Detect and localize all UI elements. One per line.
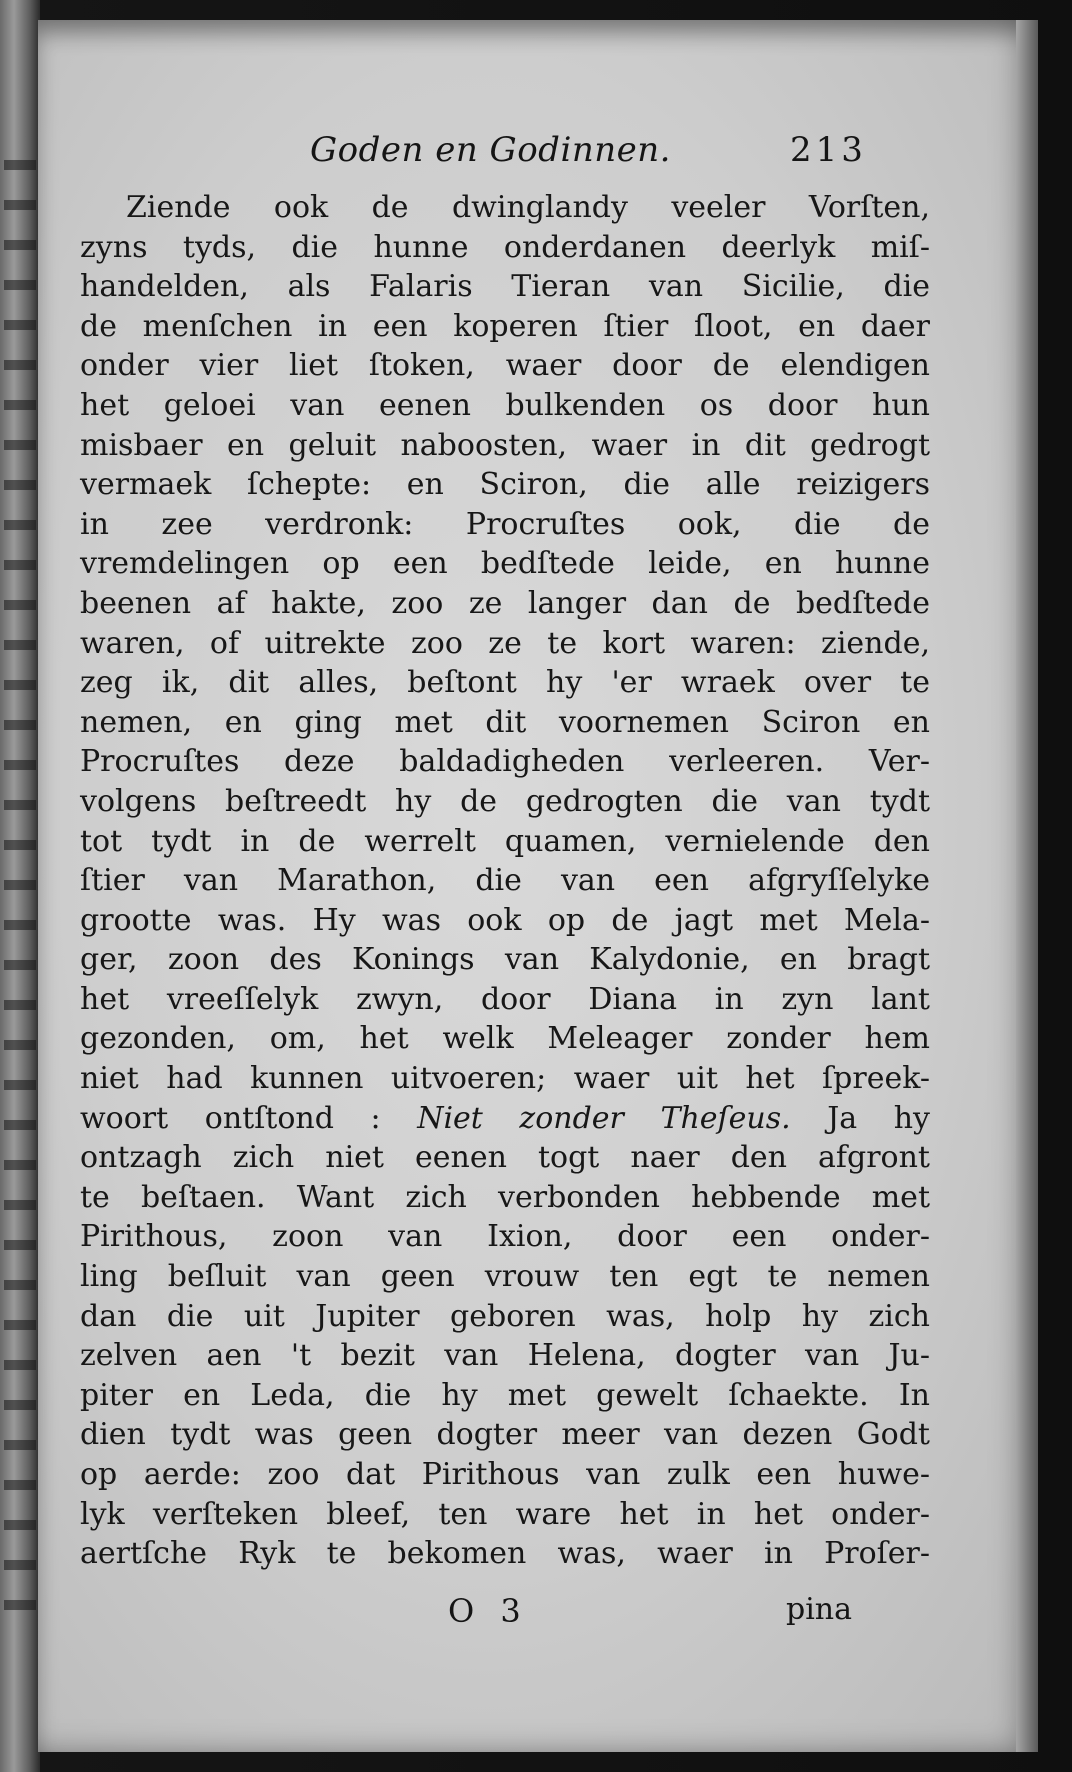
text-line: handelden, als Falaris Tieran van Sicilie, die bbox=[80, 269, 930, 305]
text-line: volgens beſtreedt hy de gedrogten die van tydt bbox=[80, 783, 930, 819]
text-line: dien tydt was geen dogter meer van dezen Godt bbox=[80, 1417, 930, 1453]
body-text bbox=[80, 188, 930, 1574]
text-line: vremdelingen op een bedſtede leide, en hunne bbox=[80, 546, 930, 582]
text-line: de menſchen in een koperen ſtier ſloot, en daer bbox=[80, 308, 930, 344]
page-binding-shadow bbox=[1016, 20, 1038, 1752]
text-line: op aerde: zoo dat Pirithous van zulk een huwe- bbox=[80, 1457, 930, 1492]
text-line: ger, zoon des Konings van Kalydonie, en bragt bbox=[80, 942, 930, 978]
text-line: zeg ik, dit alles, beſtont hy 'er wraek over te bbox=[80, 665, 930, 701]
text-line: het geloei van eenen bulkenden os door hun bbox=[80, 387, 930, 423]
text-segment: Ja hy bbox=[790, 1100, 930, 1136]
text-line: ontzagh zich niet eenen togt naer den afgront bbox=[80, 1140, 930, 1176]
text-line: dan die uit Jupiter geboren was, holp hy zich bbox=[80, 1298, 930, 1334]
running-title: Goden en Godinnen. bbox=[310, 130, 671, 170]
text-line-with-proverb bbox=[80, 1099, 930, 1139]
text-line: nemen, en ging met dit voornemen Sciron en bbox=[80, 704, 930, 740]
text-line: zelven aen 't bezit van Helena, dogter van Ju- bbox=[80, 1338, 930, 1374]
text-line: waren, of uitrekte zoo ze te kort waren: ziende, bbox=[80, 625, 930, 661]
book-page bbox=[38, 20, 1038, 1752]
italic-proverb: Niet zonder Theſeus. bbox=[417, 1100, 791, 1136]
text-line: beenen af hakte, zoo ze langer dan de bedſtede bbox=[80, 585, 930, 621]
text-line: zyns tyds, die hunne onderdanen deerlyk miſ- bbox=[80, 229, 930, 265]
page-number: 213 bbox=[790, 130, 867, 170]
text-line: grootte was. Hy was ook op de jagt met Mela- bbox=[80, 902, 930, 938]
text-line: ſtier van Marathon, die van een afgryſſelyke bbox=[80, 863, 930, 899]
text-line: ling beſluit van geen vrouw ten egt te nemen bbox=[80, 1259, 930, 1295]
signature-mark: O 3 bbox=[448, 1592, 529, 1630]
text-line: niet had kunnen uitvoeren; waer uit het ſpreek- bbox=[80, 1061, 930, 1097]
text-line: het vreeſſelyk zwyn, door Diana in zyn lant bbox=[80, 981, 930, 1017]
text-line: Ziende ook de dwinglandy veeler Vorſten, bbox=[126, 190, 930, 225]
text-line: aertſche Ryk te bekomen was, waer in Proſer- bbox=[80, 1536, 930, 1572]
text-line: in zee verdronk: Procruſtes ook, die de bbox=[80, 506, 930, 542]
text-line: te beſtaen. Want zich verbonden hebbende met bbox=[80, 1179, 930, 1215]
text-segment: woort ontſtond : bbox=[80, 1100, 418, 1136]
text-line: gezonden, om, het welk Meleager zonder hem bbox=[80, 1021, 930, 1057]
page-footer bbox=[38, 1592, 1038, 1636]
previous-page-edge bbox=[0, 0, 40, 1772]
text-line: onder vier liet ſtoken, waer door de elendigen bbox=[80, 348, 930, 384]
text-line: Pirithous, zoon van Ixion, door een onder- bbox=[80, 1219, 930, 1255]
text-line: Procruſtes deze baldadigheden verleeren. Ver- bbox=[80, 744, 930, 780]
text-line: vermaek ſchepte: en Sciron, die alle reizigers bbox=[80, 467, 930, 503]
text-line: misbaer en geluit naboosten, waer in dit gedrogt bbox=[80, 427, 930, 463]
text-line: tot tydt in de werrelt quamen, vernielende den bbox=[80, 823, 930, 859]
previous-page-text-fragments bbox=[4, 140, 36, 1640]
page-header bbox=[38, 130, 1038, 180]
text-line: piter en Leda, die hy met gewelt ſchaekte. In bbox=[80, 1377, 930, 1413]
catchword: pina bbox=[786, 1592, 853, 1627]
text-line: lyk verſteken bleef, ten ware het in het onder- bbox=[80, 1496, 930, 1532]
